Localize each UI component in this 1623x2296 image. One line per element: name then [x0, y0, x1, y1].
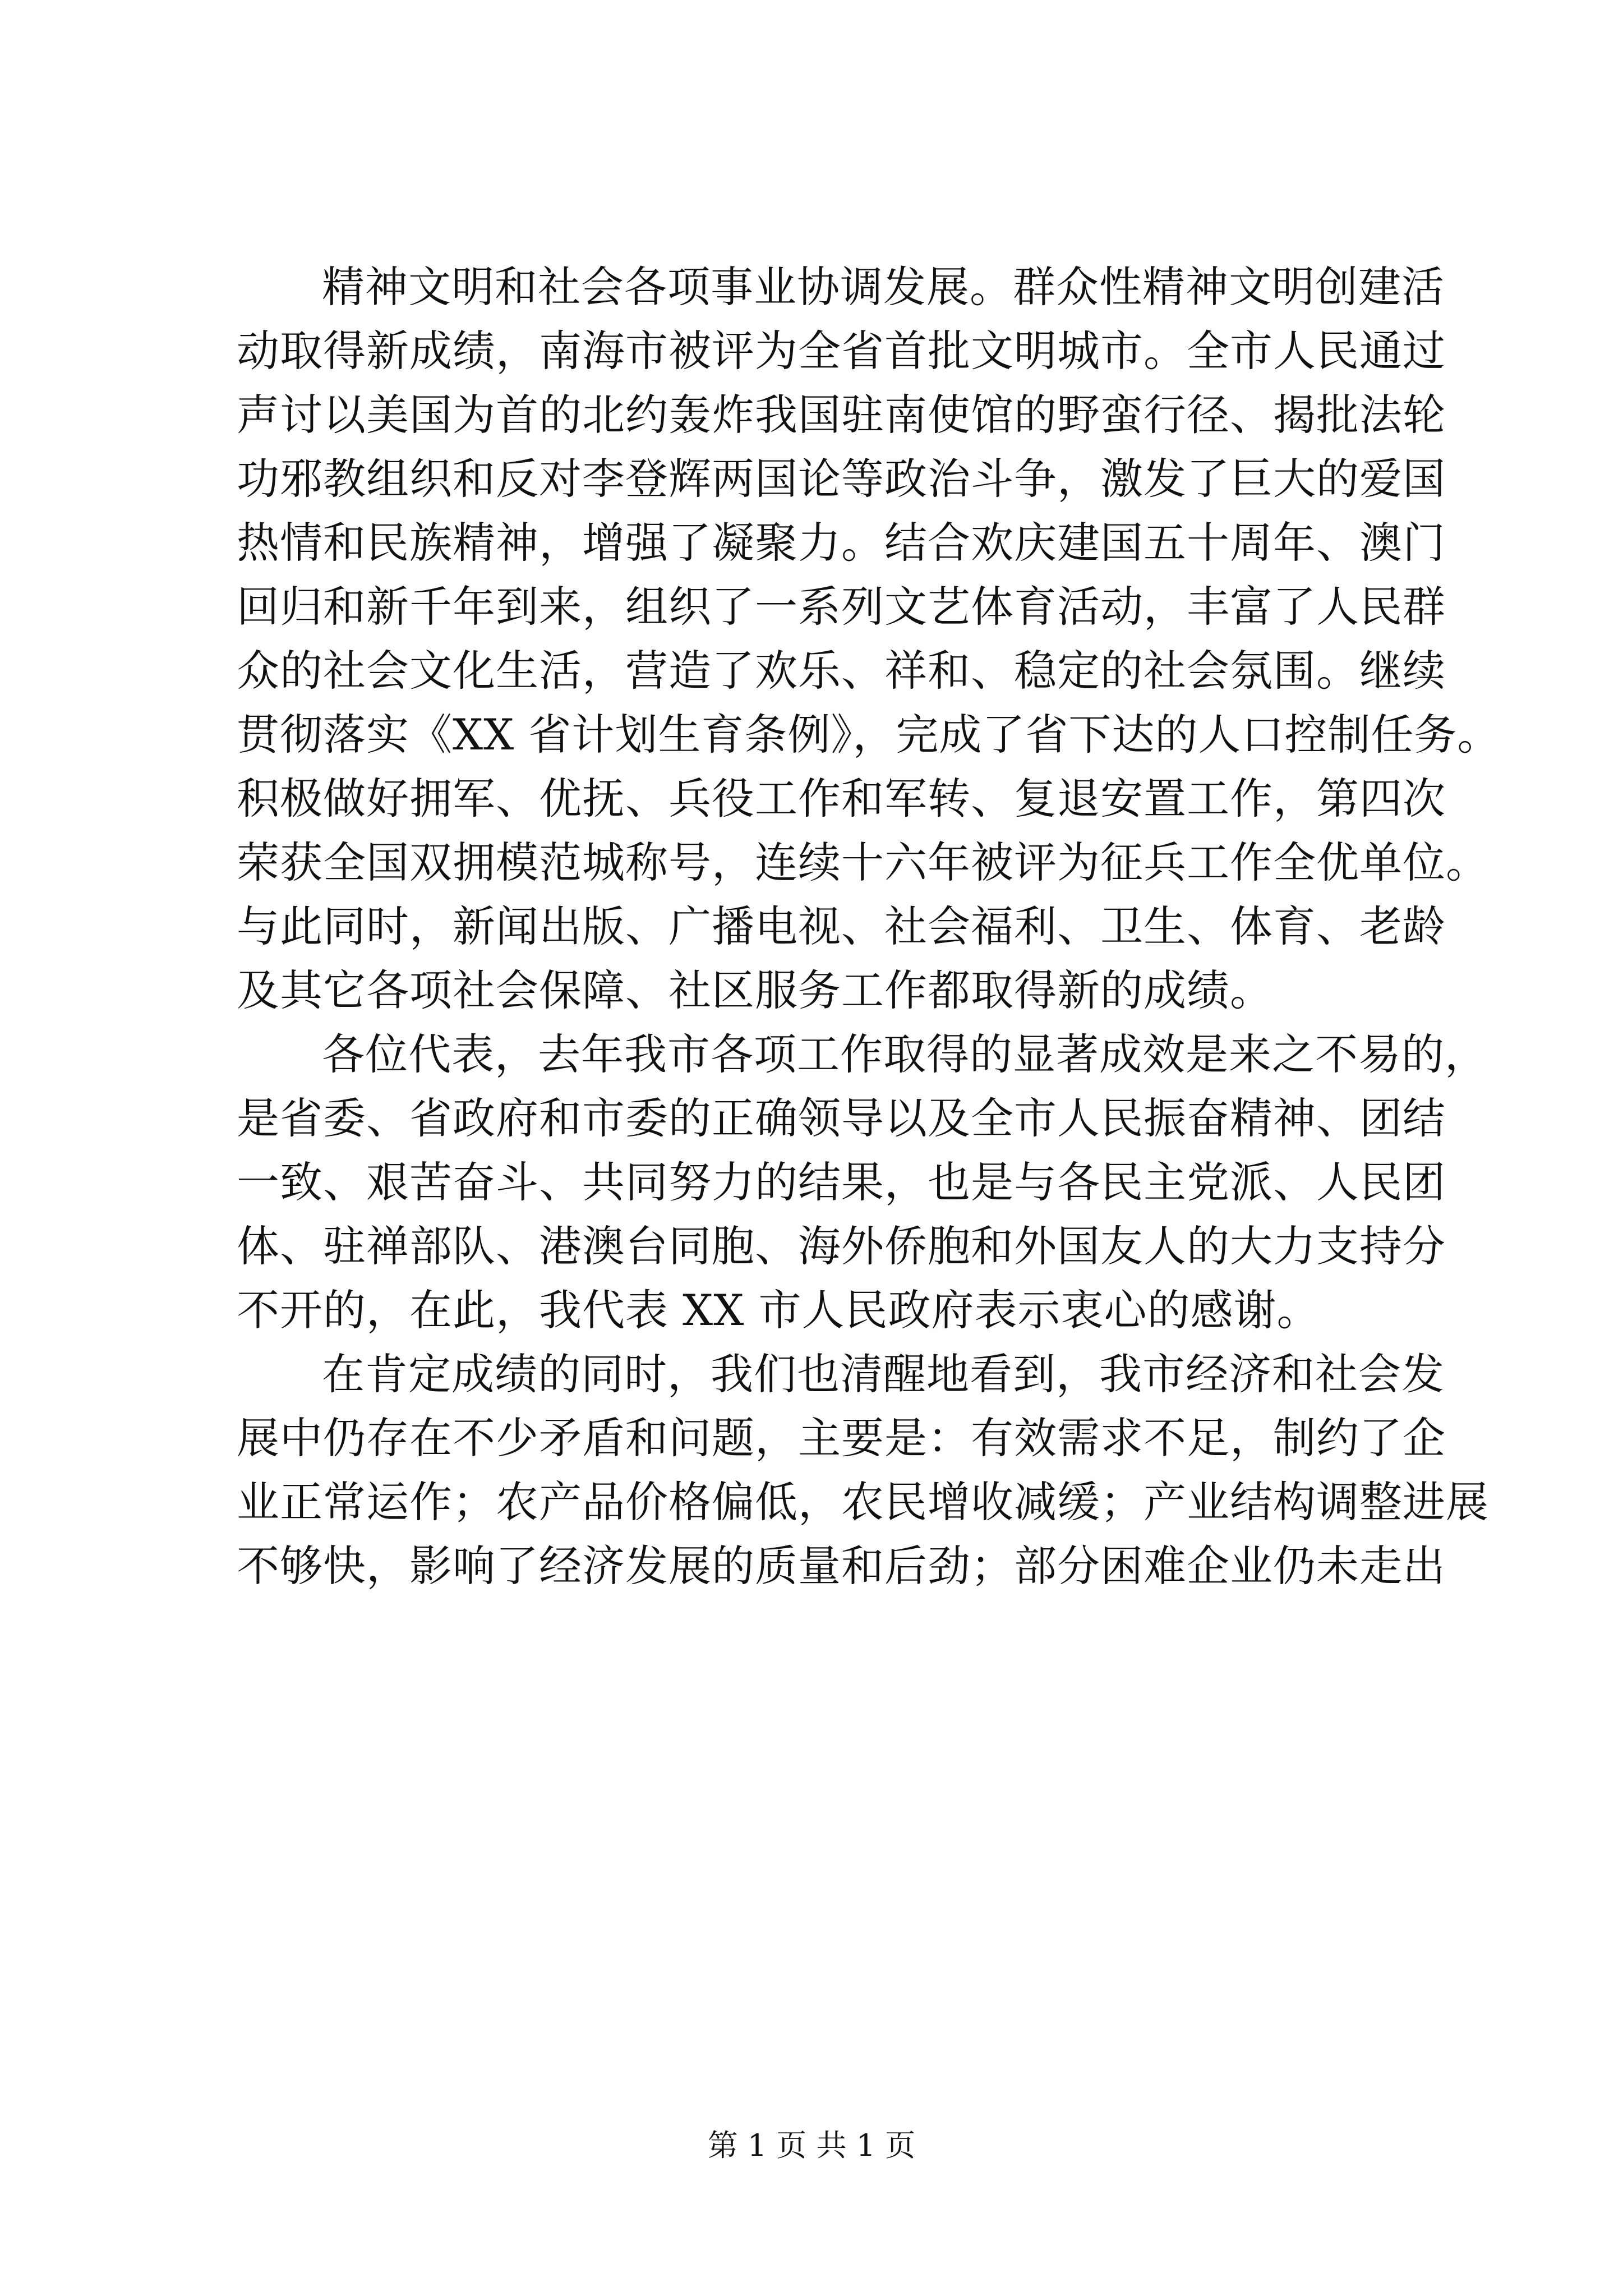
text-line: 不够快，影响了经济发展的质量和后劲；部分困难企业仍未走出: [237, 1541, 1446, 1591]
text-line: 一致、艰苦奋斗、共同努力的结果，也是与各民主党派、人民团: [237, 1157, 1446, 1207]
text-line: 荣获全国双拥模范城称号，连续十六年被评为征兵工作全优单位。: [237, 838, 1489, 887]
text-line: 精神文明和社会各项事业协调发展。群众性精神文明创建活: [322, 262, 1445, 312]
text-line: 功邪教组织和反对李登辉两国论等政治斗争，激发了巨大的爱国: [237, 454, 1446, 504]
paragraph-culture-development: [237, 255, 1501, 1023]
text-line: 不开的，在此，我代表 XX 市人民政府表示衷心的感谢。: [237, 1285, 1320, 1335]
text-line: 在肯定成绩的同时，我们也清醒地看到，我市经济和社会发: [322, 1349, 1445, 1399]
text-line: 展中仍存在不少矛盾和问题，主要是：有效需求不足，制约了企: [237, 1413, 1446, 1463]
text-line: 动取得新成绩，南海市被评为全省首批文明城市。全市人民通过: [237, 326, 1446, 376]
text-line: 是省委、省政府和市委的正确领导以及全市人民振奋精神、团结: [237, 1093, 1446, 1143]
text-line: 声讨以美国为首的北约轰炸我国驻南使馆的野蛮行径、揭批法轮: [237, 390, 1446, 440]
page-number-footer: 第 1 页 共 1 页: [707, 2128, 916, 2163]
text-line: 各位代表，去年我市各项工作取得的显著成效是来之不易的，: [322, 1029, 1488, 1079]
text-line: 贯彻落实《XX 省计划生育条例》，完成了省下达的人口控制任务。: [237, 710, 1501, 760]
text-line: 积极做好拥军、优抚、兵役工作和军转、复退安置工作，第四次: [237, 774, 1446, 823]
paragraph-acknowledgement: [237, 1023, 1488, 1342]
text-line: 众的社会文化生活，营造了欢乐、祥和、稳定的社会氛围。继续: [237, 646, 1446, 696]
document-body: [237, 255, 1501, 1598]
text-line: 业正常运作；农产品价格偏低，农民增收减缓；产业结构调整进展: [237, 1477, 1489, 1527]
text-line: 回归和新千年到来，组织了一系列文艺体育活动，丰富了人民群: [237, 582, 1446, 632]
text-line: 与此同时，新闻出版、广播电视、社会福利、卫生、体育、老龄: [237, 901, 1446, 951]
text-line: 体、驻禅部队、港澳台同胞、海外侨胞和外国友人的大力支持分: [237, 1221, 1446, 1271]
text-line: 热情和民族精神，增强了凝聚力。结合欢庆建国五十周年、澳门: [237, 518, 1446, 568]
text-line: 及其它各项社会保障、社区服务工作都取得新的成绩。: [237, 965, 1273, 1015]
paragraph-problems: [237, 1342, 1489, 1598]
